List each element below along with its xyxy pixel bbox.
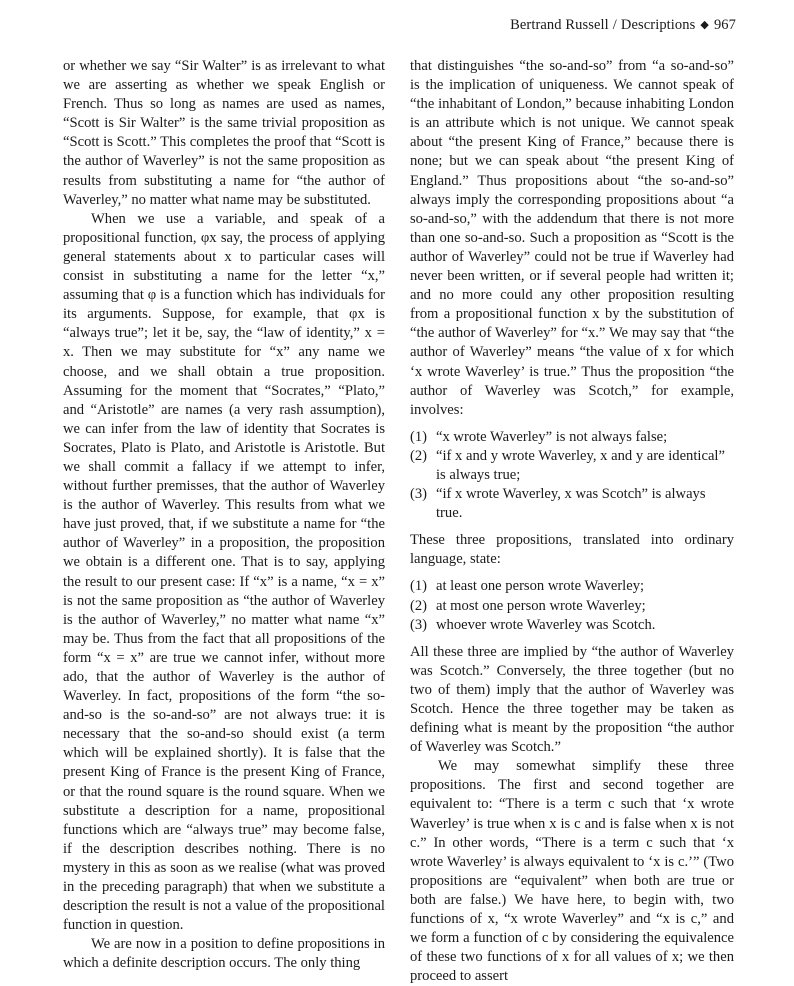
list-text: whoever wrote Waverley was Scotch.: [436, 616, 656, 633]
header-section: Descriptions: [620, 17, 696, 33]
list-number: (1): [410, 428, 428, 445]
left-column: [63, 57, 385, 974]
paragraph: that distinguishes “the so-and-so” from “a so-and-so” is the implication of uniqueness. We cannot speak of “the inhabitant of London,” because inhabiting London is an attribute which is not unique. We cannot speak about “the present King of France,” because there is none; but we can speak about “the present King of England.” Thus propositions about “the so-and-so” always imply the corresponding propositions about “a so-and-so,” with the addendum that there is not more than one so-and-so. Such a proposition as “Scott is the author of Waverley” could not be true if Waverley had never been written, or if several people had written it; and no more could any other proposition resulting from a propositional function x by the substitution of “the author of Waverley” for “x.” We may say that “the author of Waverley” means “the value of x for which ‘x wrote Waverley’ is true.” Thus the proposition “the author of Waverley was Scotch,” for example, involves:: [410, 58, 734, 418]
list-number: (1): [410, 578, 428, 595]
numbered-list: [410, 577, 734, 634]
paragraph: We may somewhat simplify these three propositions. The first and second together are equivalent to: “There is a term c such that ‘x wrote Waverley’ is true when x is c and is false when x is not c.” In other words, “There is a term c such that ‘x wrote Waverley’ is always equivalent to ‘x is c.’” (Two propositions are “equivalent” when both are true or both are false.) We have here, to begin with, two functions of x, “x wrote Waverley” and “x is c,” and we form a function of c by considering the equivalence of these two functions of x for all values of x; we then proceed to assert: [410, 758, 734, 985]
header-separator: /: [612, 17, 617, 33]
list-number: (3): [410, 616, 428, 633]
paragraph: We are now in a position to define propositions in which a definite description occurs. The only thing: [63, 936, 385, 972]
page-number: 967: [713, 17, 736, 33]
list-number: (2): [410, 447, 428, 464]
header-author: Bertrand Russell: [510, 17, 609, 33]
diamond-icon: ◆: [700, 19, 709, 31]
right-column: [410, 57, 734, 986]
list-item: [410, 447, 734, 485]
list-item: [410, 577, 734, 596]
running-header: [510, 17, 736, 34]
list-text: at least one person wrote Waverley;: [436, 578, 645, 595]
list-item: [410, 485, 734, 523]
paragraph: All these three are implied by “the author of Waverley was Scotch.” Conversely, the three together (but no two of them) imply that the author of Waverley was Scotch. Hence the three together may be taken as defining what is meant by the proposition “the author of Waverley was Scotch.”: [410, 643, 734, 756]
list-number: (3): [410, 486, 428, 503]
paragraph: When we use a variable, and speak of a propositional function, φx say, the process of applying general statements about x to particular cases will consist in substituting a name for the letter “x,” assuming that φ is a function which has individuals for its arguments. Suppose, for example, that φx is “always true”; let it be, say, the “law of identity,” x = x. Then we may substitute for “x” any name we choose, and we shall obtain a true proposition. Assuming for the moment that “Socrates,” “Plato,” and “Aristotle” are names (a very rash assumption), we can infer from the law of identity that Socrates is Socrates, Plato is Plato, and Aristotle is Aristotle. But we shall commit a fallacy if we attempt to infer, without further premisses, that the author of Waverley is the author of Waverley. This results from what we have just proved, that, if we substitute a name for “the author of Waverley” in a proposition, the proposition we obtain is a different one. That is to say, applying the result to our present case: If “x” is a name, “x = x” is not the same proposition as “the author of Waverley is the author of Waverley,” no matter what name “x” may be. Thus from the fact that all propositions of the form “x = x” are true we cannot infer, without more ado, that the author of Waverley is the author of Waverley. In fact, propositions of the form “the so-and-so is the so-and-so” are not always true: it is necessary that the so-and-so should exist (a term which will be explained shortly). It is false that the present King of France is the present King of France, or that the round square is the round square. When we substitute a description for a name, propositional functions which are “always true” may become false, if the description describes nothing. There is no mystery in this as soon as we realise (what was proved in the preceding paragraph) that when we substitute a description the result is not a value of the propositional function in question.: [63, 210, 385, 934]
list-text: “if x wrote Waverley, x was Scotch” is always true.: [436, 486, 706, 522]
list-text: “x wrote Waverley” is not always false;: [436, 428, 668, 445]
list-item: [410, 616, 734, 635]
list-text: “if x and y wrote Waverley, x and y are identical” is always true;: [436, 447, 725, 483]
list-number: (2): [410, 597, 428, 614]
list-item: [410, 597, 734, 616]
paragraph: These three propositions, translated into ordinary language, state:: [410, 532, 734, 568]
paragraph: or whether we say “Sir Walter” is as irrelevant to what we are asserting as whether we speak English or French. Thus so long as names are used as names, “Scott is Sir Walter” is the same trivial proposition as “Scott is Scott.” This completes the proof that “Scott is the author of Waverley” is not the same proposition as results from substituting a name for “the author of Waverley,” no matter what name may be substituted.: [63, 58, 385, 208]
list-text: at most one person wrote Waverley;: [436, 597, 646, 614]
numbered-list: [410, 428, 734, 523]
list-item: [410, 428, 734, 447]
